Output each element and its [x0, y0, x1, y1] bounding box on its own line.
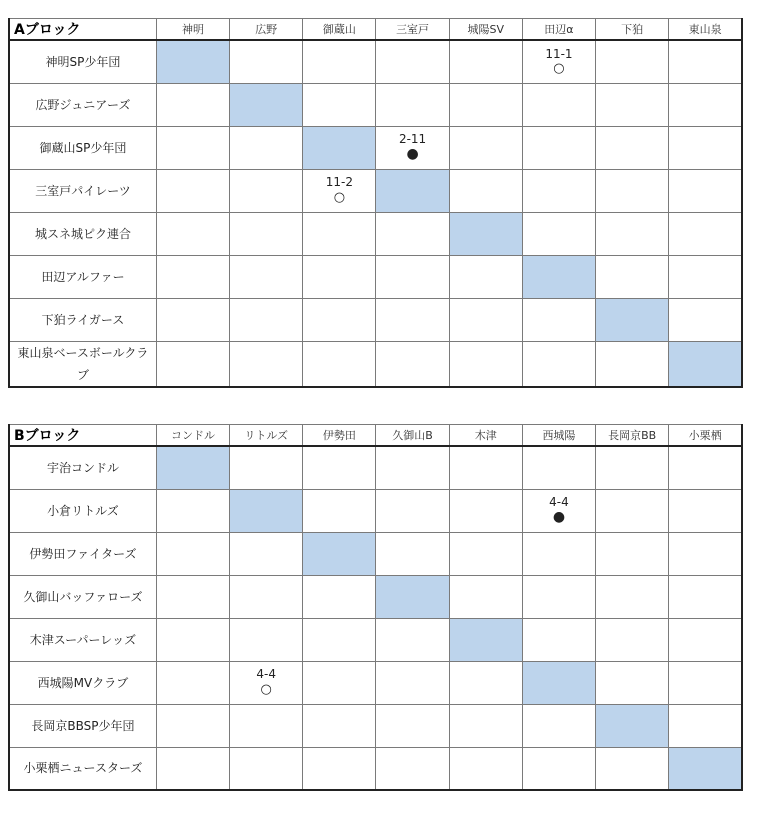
team-name: 広野ジュニアーズ — [9, 83, 156, 126]
column-header: 下狛 — [596, 19, 669, 41]
table-row — [9, 446, 742, 489]
match-cell — [230, 446, 303, 489]
win-mark-icon: ○ — [333, 189, 346, 205]
team-name: 田辺アルファー — [9, 255, 156, 298]
self-match-cell — [669, 341, 742, 387]
match-cell — [303, 704, 376, 747]
match-cell — [449, 169, 522, 212]
match-cell — [596, 747, 669, 790]
match-cell — [376, 747, 449, 790]
team-name: 宇治コンドル — [9, 446, 156, 489]
self-match-cell — [230, 489, 303, 532]
match-cell — [230, 40, 303, 83]
self-match-cell — [669, 747, 742, 790]
match-cell — [376, 298, 449, 341]
match-cell — [596, 446, 669, 489]
match-cell — [156, 747, 229, 790]
match-cell — [669, 83, 742, 126]
match-score: 11-1 — [545, 46, 573, 61]
team-name: 木津スーパーレッズ — [9, 618, 156, 661]
match-cell — [596, 83, 669, 126]
match-cell — [376, 83, 449, 126]
match-cell — [230, 169, 303, 212]
team-name: 三室戸パイレーツ — [9, 169, 156, 212]
table-row — [9, 661, 742, 704]
match-score: 2-11 — [398, 131, 427, 146]
match-cell — [669, 298, 742, 341]
match-cell — [669, 618, 742, 661]
match-cell — [669, 126, 742, 169]
match-cell — [596, 532, 669, 575]
match-cell — [303, 83, 376, 126]
match-cell — [156, 661, 229, 704]
loss-mark-icon: ● — [552, 509, 566, 526]
table-row — [9, 704, 742, 747]
table-row — [9, 489, 742, 532]
match-cell — [230, 661, 303, 704]
match-cell — [522, 446, 595, 489]
column-header: 木津 — [449, 425, 522, 447]
self-match-cell — [522, 661, 595, 704]
match-cell — [449, 255, 522, 298]
column-header: 西城陽 — [522, 425, 595, 447]
match-cell — [449, 661, 522, 704]
match-cell — [303, 298, 376, 341]
match-cell — [522, 83, 595, 126]
table-row — [9, 747, 742, 790]
match-cell — [449, 704, 522, 747]
self-match-cell — [303, 532, 376, 575]
self-match-cell — [156, 40, 229, 83]
match-cell — [230, 532, 303, 575]
column-header: 小栗栖 — [669, 425, 742, 447]
match-cell — [522, 298, 595, 341]
match-cell — [669, 532, 742, 575]
match-cell — [156, 489, 229, 532]
match-cell — [156, 341, 229, 387]
match-cell — [303, 446, 376, 489]
match-cell — [669, 704, 742, 747]
column-header: 広野 — [230, 19, 303, 41]
match-cell — [449, 40, 522, 83]
team-name: 小倉リトルズ — [9, 489, 156, 532]
match-cell — [596, 661, 669, 704]
match-score: 4-4 — [256, 667, 276, 682]
match-result — [523, 48, 595, 76]
match-cell — [669, 40, 742, 83]
match-cell — [449, 341, 522, 387]
team-name: 長岡京BBSP少年団 — [9, 704, 156, 747]
match-cell — [669, 212, 742, 255]
match-score: 11-2 — [325, 175, 353, 190]
table-row — [9, 575, 742, 618]
column-header: 城陽SV — [449, 19, 522, 41]
match-cell — [230, 212, 303, 255]
match-cell — [669, 255, 742, 298]
match-cell — [522, 341, 595, 387]
team-name: 小栗栖ニュースターズ — [9, 747, 156, 790]
match-cell — [156, 298, 229, 341]
match-cell — [522, 40, 595, 83]
column-header: 伊勢田 — [303, 425, 376, 447]
self-match-cell — [376, 575, 449, 618]
match-cell — [522, 212, 595, 255]
table-row — [9, 532, 742, 575]
block-b-table — [8, 424, 743, 791]
match-cell — [449, 532, 522, 575]
match-cell — [596, 40, 669, 83]
team-name: 東山泉ベースボールクラブ — [9, 341, 156, 387]
match-cell — [156, 704, 229, 747]
match-cell — [596, 618, 669, 661]
match-cell — [522, 747, 595, 790]
match-cell — [230, 255, 303, 298]
match-cell — [596, 255, 669, 298]
match-cell — [303, 255, 376, 298]
match-cell — [156, 575, 229, 618]
table-row — [9, 212, 742, 255]
team-name: 城スネ城ピク連合 — [9, 212, 156, 255]
match-cell — [596, 575, 669, 618]
match-cell — [376, 704, 449, 747]
column-header: 長岡京BB — [596, 425, 669, 447]
match-cell — [303, 575, 376, 618]
match-cell — [156, 212, 229, 255]
match-cell — [449, 298, 522, 341]
match-result — [303, 176, 375, 204]
match-cell — [156, 169, 229, 212]
self-match-cell — [449, 212, 522, 255]
win-mark-icon: ○ — [553, 61, 565, 77]
table-row — [9, 83, 742, 126]
loss-mark-icon: ● — [406, 146, 419, 163]
column-header: 田辺α — [522, 19, 595, 41]
match-cell — [669, 661, 742, 704]
match-cell — [596, 212, 669, 255]
match-cell — [522, 169, 595, 212]
match-cell — [376, 255, 449, 298]
match-cell — [376, 489, 449, 532]
match-cell — [230, 618, 303, 661]
match-cell — [230, 747, 303, 790]
table-row — [9, 298, 742, 341]
match-cell — [303, 489, 376, 532]
self-match-cell — [376, 169, 449, 212]
column-header: リトルズ — [230, 425, 303, 447]
match-cell — [449, 126, 522, 169]
column-header: コンドル — [156, 425, 229, 447]
win-mark-icon: ○ — [260, 681, 272, 697]
table-row — [9, 618, 742, 661]
match-cell — [376, 341, 449, 387]
match-cell — [230, 298, 303, 341]
match-cell — [669, 489, 742, 532]
match-cell — [303, 747, 376, 790]
match-cell — [376, 532, 449, 575]
match-cell — [596, 169, 669, 212]
table-row — [9, 169, 742, 212]
column-header: 久御山B — [376, 425, 449, 447]
match-cell — [596, 126, 669, 169]
match-cell — [449, 575, 522, 618]
match-result — [230, 668, 302, 696]
column-header: 東山泉 — [669, 19, 742, 41]
block-title: Bブロック — [9, 425, 156, 447]
block-a-table — [8, 18, 743, 388]
match-cell — [230, 704, 303, 747]
match-result — [376, 133, 448, 162]
self-match-cell — [230, 83, 303, 126]
team-name: 西城陽MVクラブ — [9, 661, 156, 704]
self-match-cell — [596, 704, 669, 747]
team-name: 下狛ライガース — [9, 298, 156, 341]
self-match-cell — [596, 298, 669, 341]
match-cell — [376, 661, 449, 704]
match-cell — [449, 489, 522, 532]
match-cell — [156, 126, 229, 169]
match-cell — [596, 489, 669, 532]
match-cell — [156, 255, 229, 298]
match-cell — [376, 446, 449, 489]
match-cell — [156, 83, 229, 126]
match-result — [523, 496, 595, 525]
header-row — [9, 19, 742, 41]
match-cell — [376, 212, 449, 255]
match-cell — [449, 446, 522, 489]
match-cell — [156, 532, 229, 575]
match-cell — [522, 126, 595, 169]
match-cell — [449, 83, 522, 126]
match-score: 4-4 — [549, 494, 569, 509]
match-cell — [376, 40, 449, 83]
column-header: 御蔵山 — [303, 19, 376, 41]
match-cell — [303, 169, 376, 212]
block-title: Aブロック — [9, 19, 156, 41]
self-match-cell — [156, 446, 229, 489]
self-match-cell — [522, 255, 595, 298]
column-header: 神明 — [156, 19, 229, 41]
match-cell — [449, 747, 522, 790]
match-cell — [156, 618, 229, 661]
table-row — [9, 255, 742, 298]
match-cell — [376, 618, 449, 661]
match-cell — [230, 126, 303, 169]
match-cell — [669, 169, 742, 212]
self-match-cell — [303, 126, 376, 169]
column-header: 三室戸 — [376, 19, 449, 41]
match-cell — [230, 575, 303, 618]
header-row — [9, 425, 742, 447]
match-cell — [303, 40, 376, 83]
match-cell — [669, 575, 742, 618]
match-cell — [303, 661, 376, 704]
match-cell — [522, 704, 595, 747]
match-cell — [522, 489, 595, 532]
match-cell — [303, 212, 376, 255]
match-cell — [303, 341, 376, 387]
match-cell — [230, 341, 303, 387]
match-cell — [669, 446, 742, 489]
match-cell — [303, 618, 376, 661]
table-row — [9, 126, 742, 169]
match-cell — [376, 126, 449, 169]
match-cell — [596, 341, 669, 387]
team-name: 久御山バッファローズ — [9, 575, 156, 618]
match-cell — [522, 532, 595, 575]
table-row — [9, 341, 742, 387]
table-row — [9, 40, 742, 83]
self-match-cell — [449, 618, 522, 661]
match-cell — [522, 575, 595, 618]
match-cell — [522, 618, 595, 661]
team-name: 伊勢田ファイターズ — [9, 532, 156, 575]
team-name: 神明SP少年団 — [9, 40, 156, 83]
team-name: 御蔵山SP少年団 — [9, 126, 156, 169]
